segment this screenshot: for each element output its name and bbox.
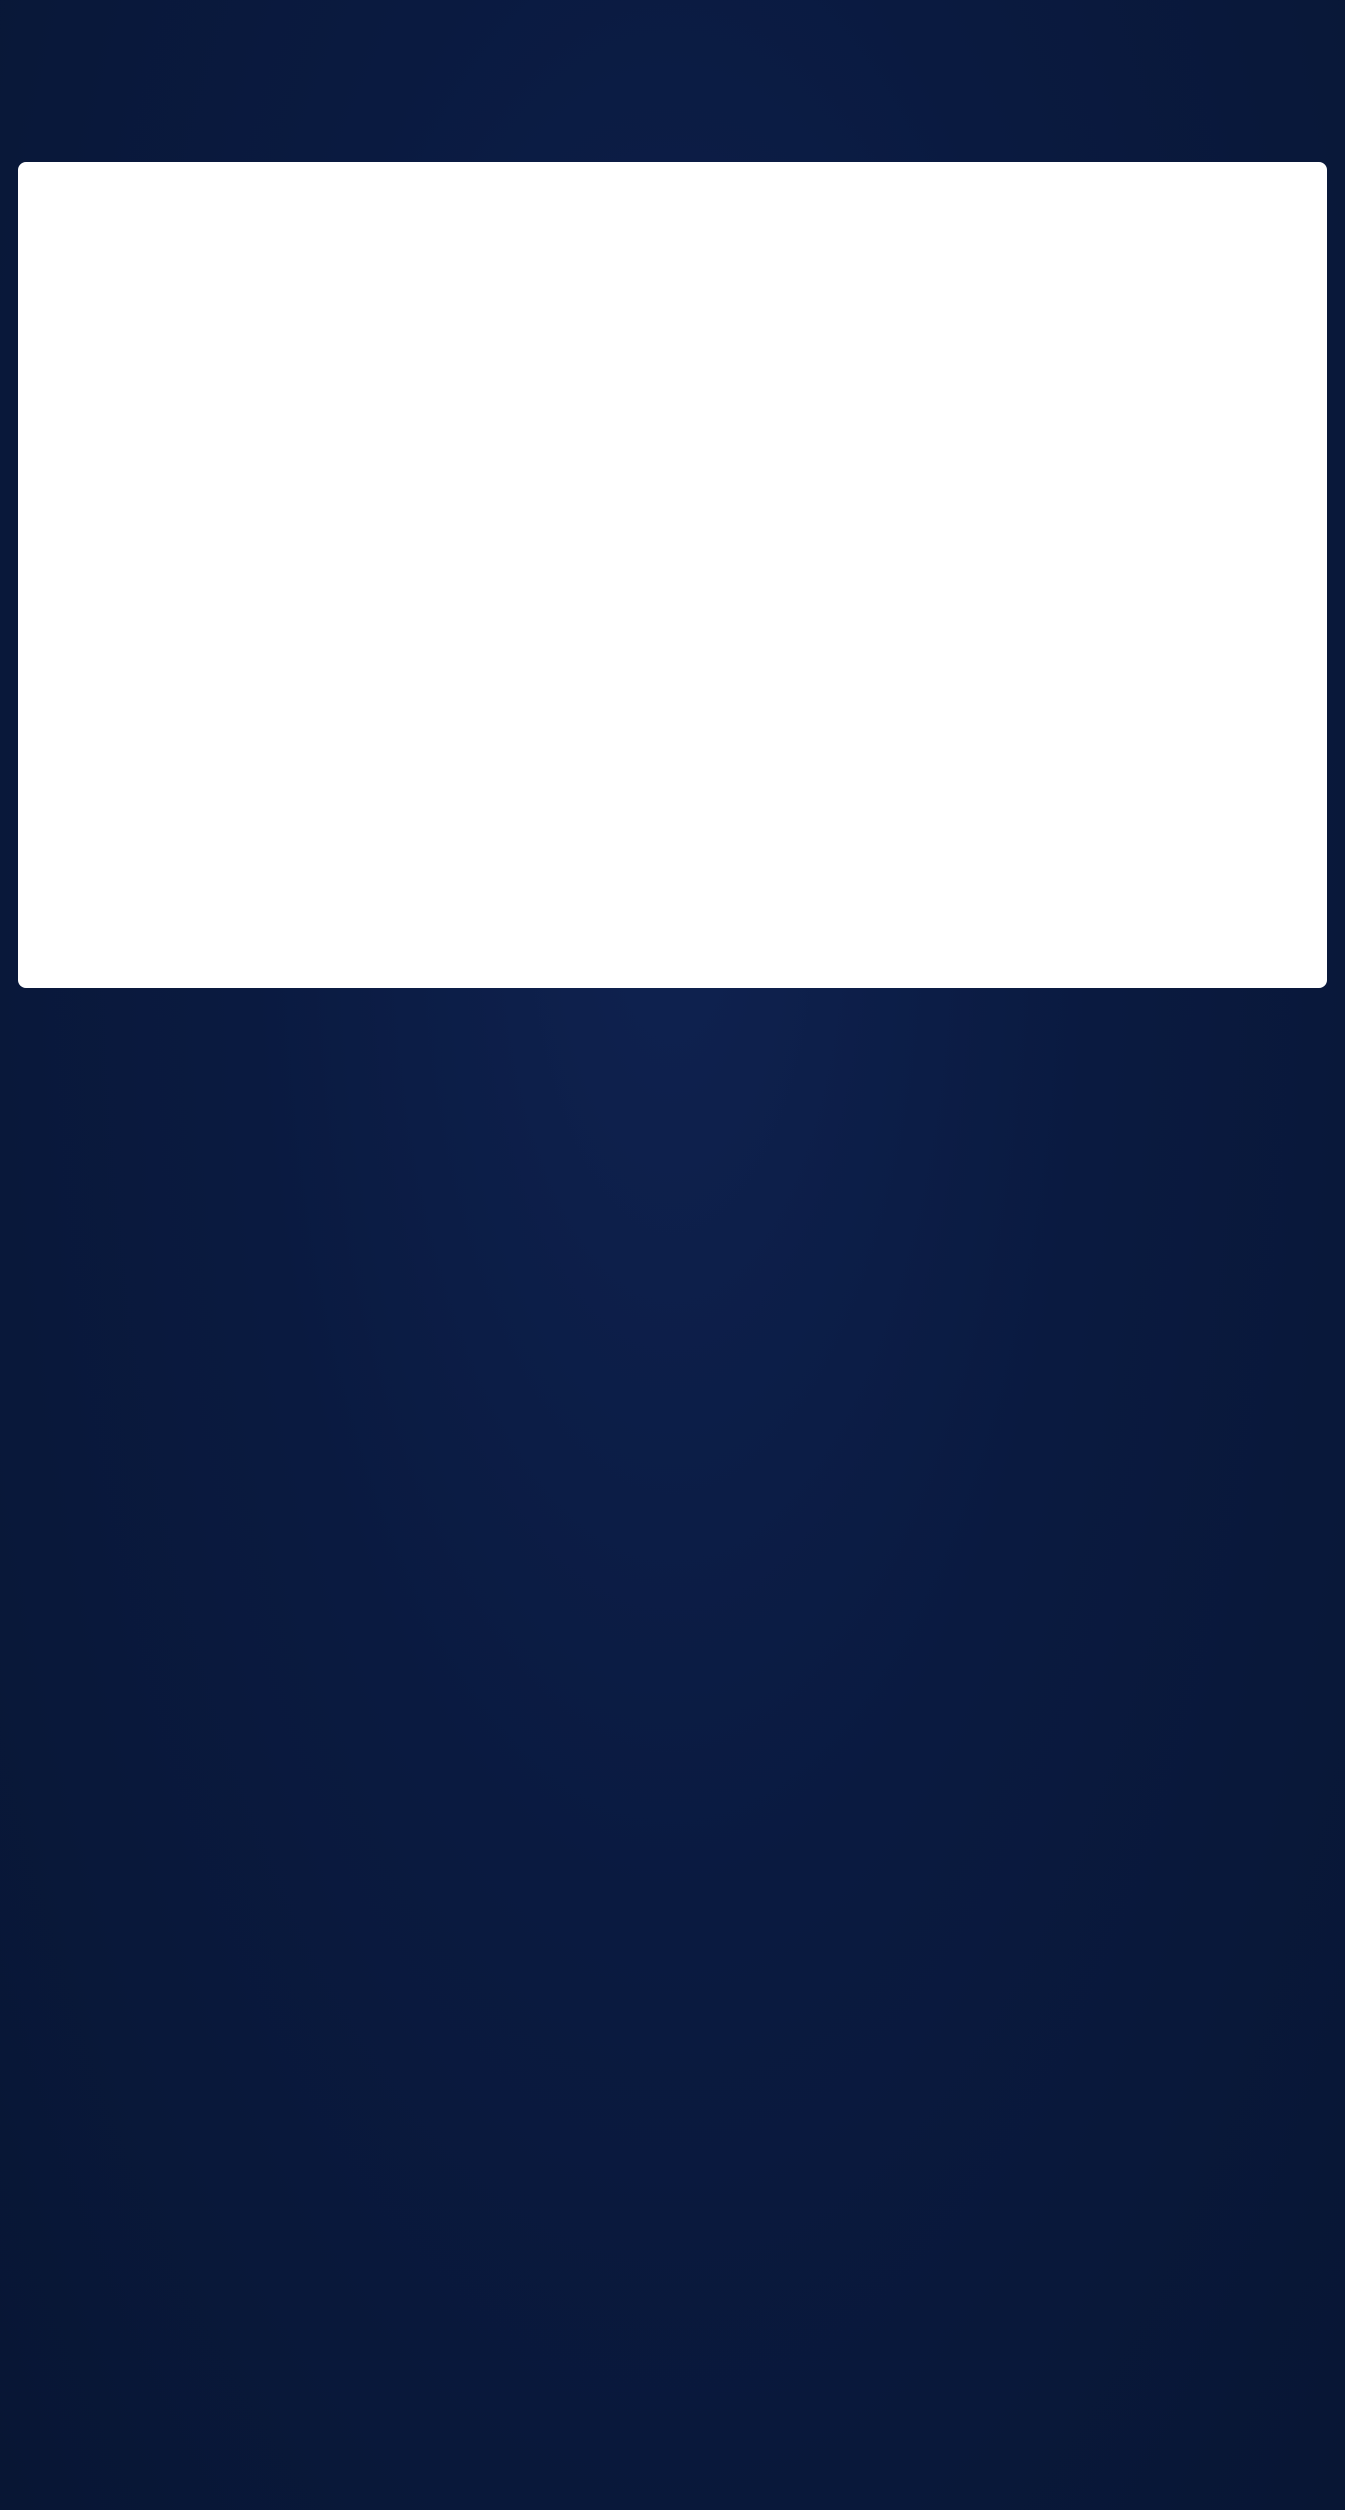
wiring-diagram-panel [18,162,1327,988]
wiring-diagram [18,162,1327,988]
